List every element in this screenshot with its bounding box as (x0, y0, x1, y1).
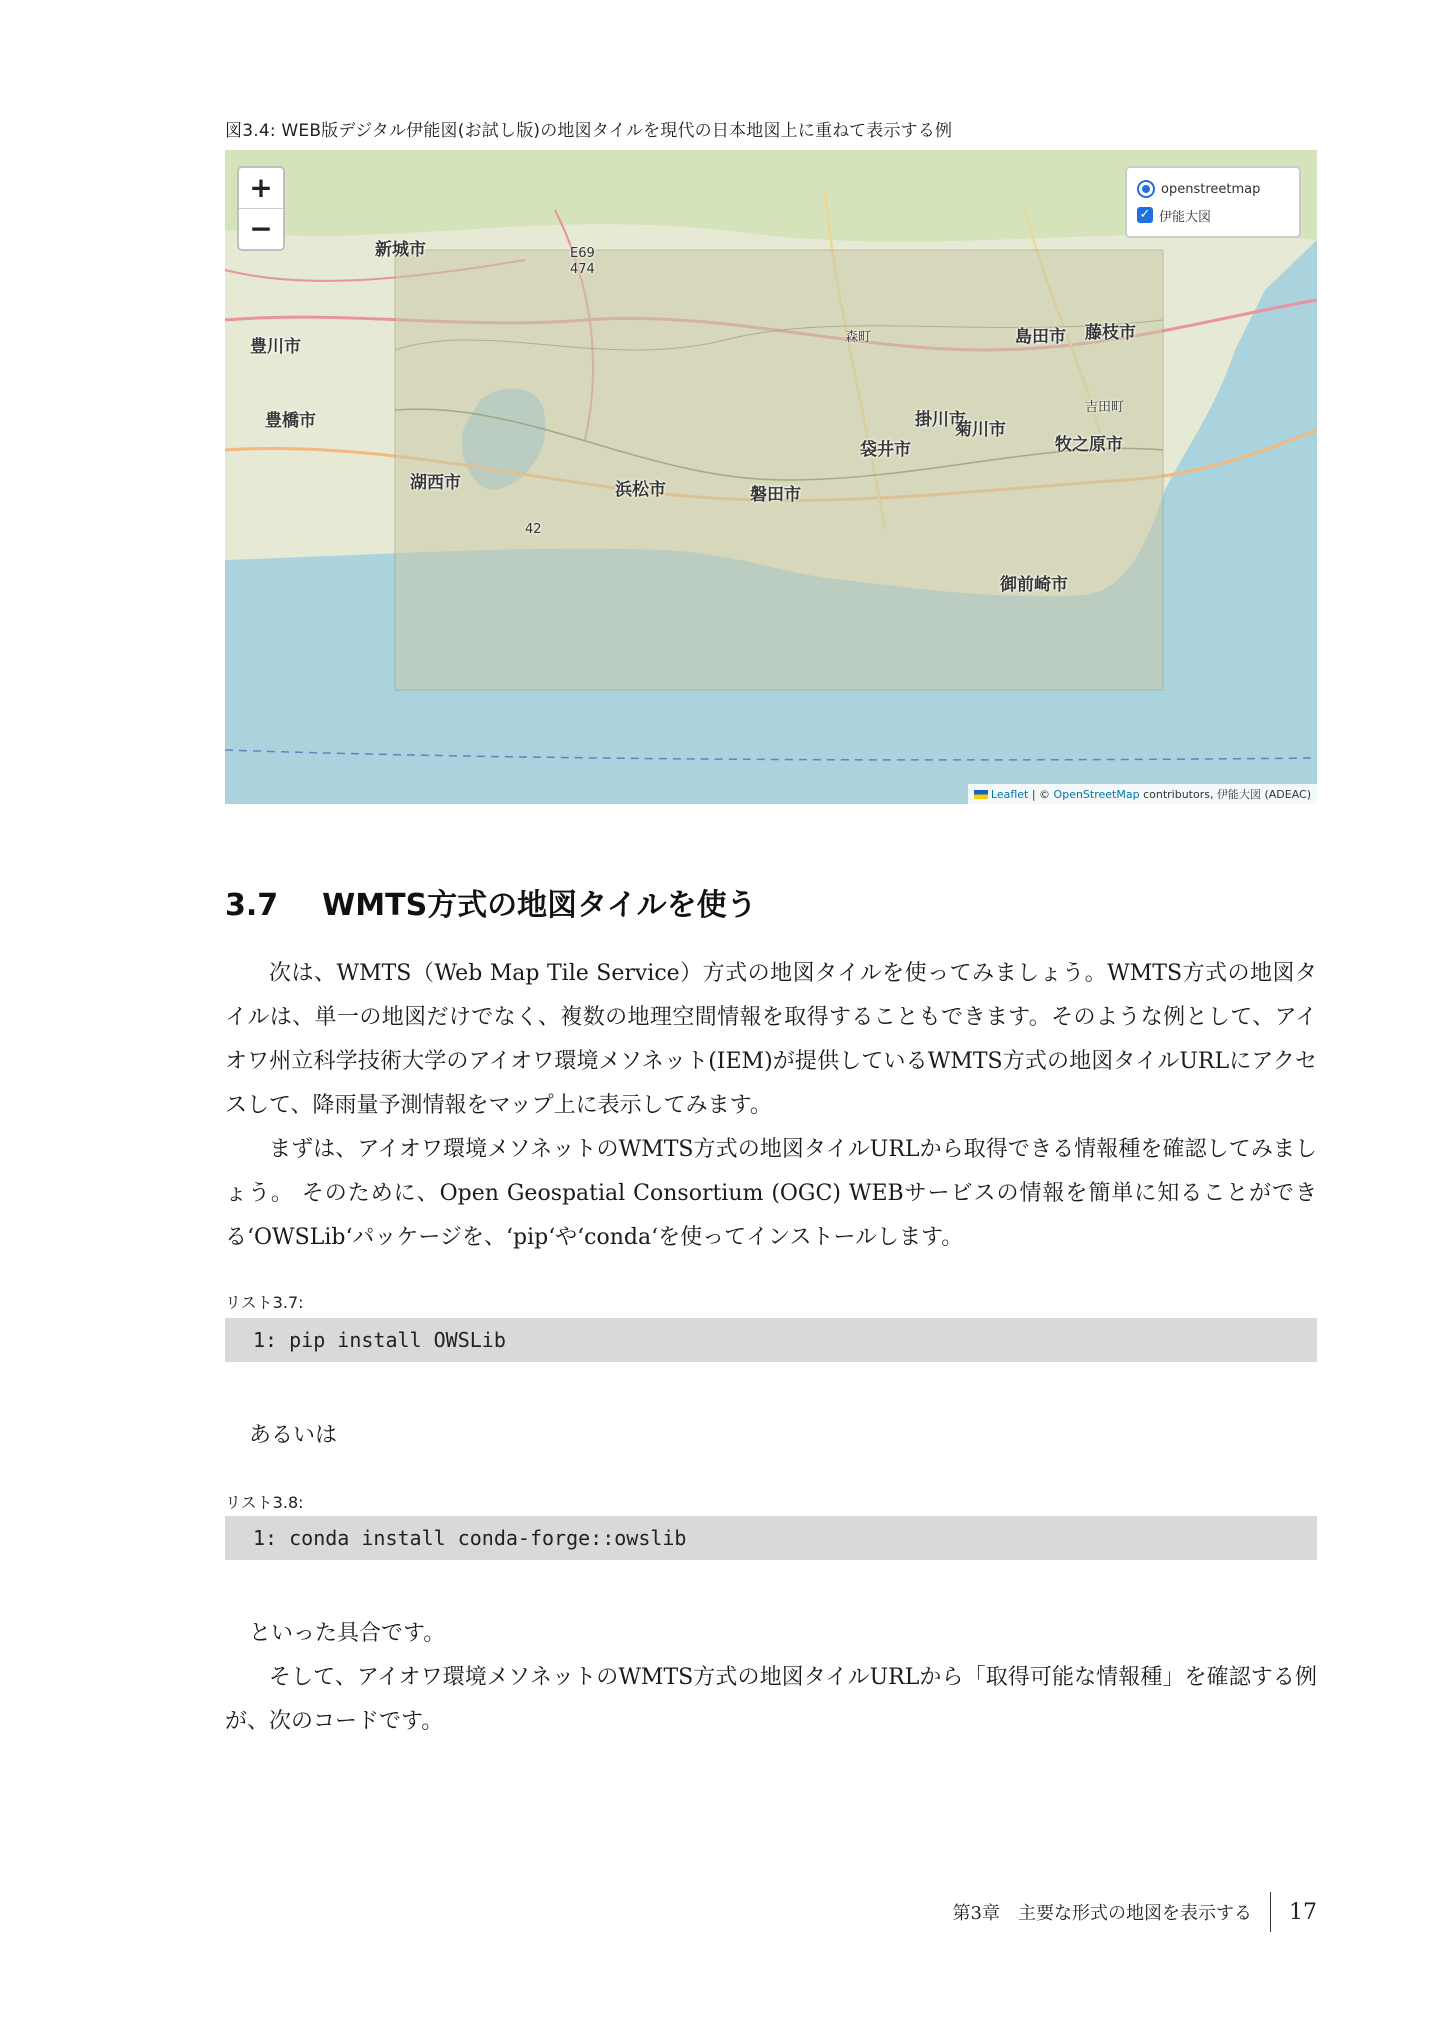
layer-control (1125, 166, 1301, 238)
osm-link[interactable]: OpenStreetMap (1053, 788, 1140, 801)
zoom-control (237, 166, 285, 251)
ukraine-flag-icon (974, 790, 988, 799)
leaflet-link[interactable]: Leaflet (990, 788, 1029, 801)
paragraph-1: 次は、WMTS（Web Map Tile Service）方式の地図タイルを使ってみましょう。WMTS方式の地図タイルは、単一の地図だけでなく、複数の地理空間情報を取得することもできます。そのような例として、アイオワ州立科学技術大学のアイオワ環境メソネット(IEM)が提供しているWMTS方式の地図タイルURLにアクセスして、降雨量予測情報をマップ上に表示してみます。 (225, 961, 1317, 1118)
map-label-kosai: 湖西市 (410, 473, 461, 493)
map-attribution (968, 784, 1317, 804)
map-label-morimachi: 森町 (845, 330, 872, 345)
paragraph-or: あるいは (249, 1423, 338, 1448)
zoom-out-button[interactable]: − (239, 208, 283, 249)
code-block-3-8: 1: conda install conda-forge::owslib (225, 1516, 1317, 1560)
code-block-3-7: 1: pip install OWSLib (225, 1318, 1317, 1362)
section-title: WMTS方式の地図タイルを使う (322, 888, 757, 923)
listing-label-3-8: リスト3.8: (225, 1493, 304, 1512)
page-footer (953, 1892, 1317, 1932)
map-label-shimada: 島田市 (1015, 327, 1066, 347)
map-label-hamamatsu: 浜松市 (615, 480, 666, 500)
map-label-makinohara: 牧之原市 (1055, 435, 1123, 455)
layer-openstreetmap[interactable] (1137, 176, 1289, 202)
zoom-in-button[interactable]: + (249, 171, 273, 204)
map-label-fukuroi: 袋井市 (860, 440, 911, 460)
map-label-route-42: 42 (525, 522, 542, 537)
map-label-toyohashi: 豊橋市 (265, 411, 316, 431)
map-label-route-474: 474 (570, 262, 595, 277)
layer-ino-daizu-label: 伊能大図 (1159, 209, 1212, 225)
attribution-text: contributors, 伊能大図 (ADEAC) (1139, 788, 1311, 801)
section-heading (225, 880, 757, 924)
page-number: 17 (1289, 1899, 1317, 1925)
listing-label-3-7: リスト3.7: (225, 1293, 304, 1312)
layer-openstreetmap-label: openstreetmap (1161, 181, 1261, 197)
footer-divider (1270, 1892, 1271, 1932)
map-label-kikugawa: 菊川市 (955, 420, 1006, 440)
checkbox-checked-icon[interactable]: ✓ (1137, 207, 1153, 223)
map-label-shinshiro: 新城市 (375, 240, 426, 260)
section-number: 3.7 (225, 888, 279, 923)
paragraph-2: まずは、アイオワ環境メソネットのWMTS方式の地図タイルURLから取得できる情報種を確認してみましょう。 そのために、Open Geospatial Consortium (OGC) WEBサービスの情報を簡単に知ることができる‘OWSLib‘パッケージを、‘pip‘や‘conda‘を使ってインストールします。 (225, 1137, 1317, 1250)
map-label-toyokawa: 豊川市 (250, 337, 301, 357)
map-label-yoshida: 吉田町 (1085, 400, 1125, 415)
map-label-iwata: 磐田市 (750, 485, 801, 505)
map-view[interactable] (225, 150, 1317, 804)
radio-selected-icon[interactable] (1137, 180, 1155, 198)
map-label-fujieda: 藤枝市 (1085, 323, 1136, 343)
paragraph-5: そして、アイオワ環境メソネットのWMTS方式の地図タイルURLから「取得可能な情報種」を確認する例が、次のコードです。 (225, 1665, 1317, 1734)
attribution-separator: | © (1028, 788, 1054, 801)
map-label-route-e69: E69 (570, 246, 595, 261)
footer-chapter: 第3章 主要な形式の地図を表示する (952, 1903, 1252, 1924)
map-label-omaezaki: 御前崎市 (1000, 575, 1068, 595)
map-label-kakegawa: 掛川市 (915, 410, 966, 430)
layer-ino-daizu[interactable] (1137, 202, 1289, 228)
paragraph-like-this: といった具合です。 (249, 1621, 446, 1646)
figure-caption: 図3.4: WEB版デジタル伊能図(お試し版)の地図タイルを現代の日本地図上に重ねて表示する例 (225, 121, 953, 141)
